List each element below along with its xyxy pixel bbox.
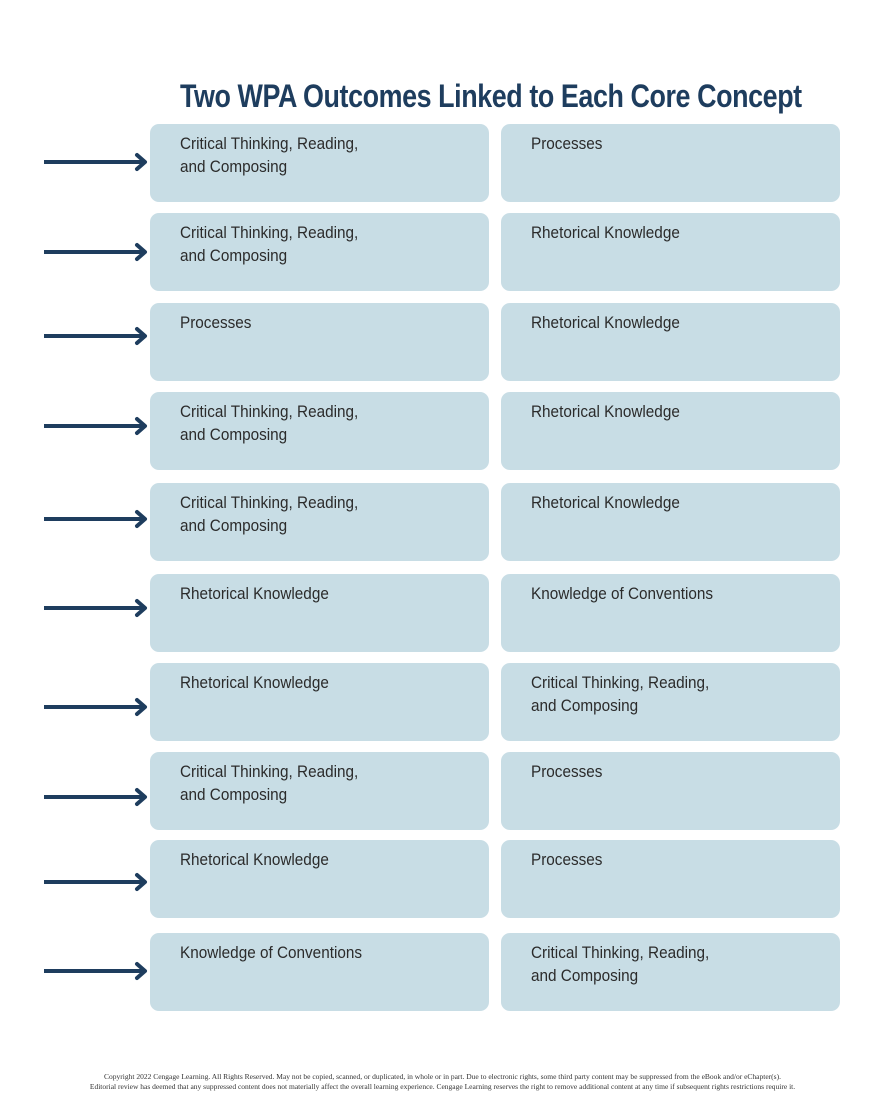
outcome-row: [0, 752, 885, 830]
outcome-label: Critical Thinking, Reading, and Composing: [180, 223, 359, 265]
outcome-label: Rhetorical Knowledge: [531, 402, 680, 421]
arrow-right-icon: [44, 392, 150, 470]
outcome-box-right: [501, 840, 840, 918]
arrow-right-icon: [44, 663, 150, 741]
outcome-label: Knowledge of Conventions: [180, 943, 363, 962]
outcome-row: [0, 483, 885, 561]
copyright-footer: [20, 1072, 865, 1092]
outcome-label: Processes: [531, 134, 603, 153]
arrow-right-icon: [44, 574, 150, 652]
arrow-right-icon: [44, 124, 150, 202]
outcome-label: Critical Thinking, Reading, and Composing: [531, 673, 710, 715]
outcome-row: [0, 213, 885, 291]
outcome-row: [0, 303, 885, 381]
outcome-box-right: [501, 213, 840, 291]
outcome-box-right: [501, 392, 840, 470]
outcome-box-right: [501, 752, 840, 830]
outcome-row: [0, 840, 885, 918]
outcome-label: Rhetorical Knowledge: [180, 673, 329, 692]
outcome-label: Processes: [531, 850, 603, 869]
outcome-label: Processes: [531, 762, 603, 781]
outcome-box-left: [150, 840, 489, 918]
outcome-box-left: [150, 752, 489, 830]
outcome-row: [0, 663, 885, 741]
outcome-label: Critical Thinking, Reading, and Composing: [531, 943, 710, 985]
outcome-box-left: [150, 124, 489, 202]
outcome-box-right: [501, 303, 840, 381]
outcome-label: Rhetorical Knowledge: [531, 223, 680, 242]
outcome-label: Critical Thinking, Reading, and Composing: [180, 493, 359, 535]
outcome-box-left: [150, 303, 489, 381]
outcome-row: [0, 933, 885, 1011]
outcome-box-right: [501, 933, 840, 1011]
outcome-label: Processes: [180, 313, 252, 332]
outcome-box-left: [150, 663, 489, 741]
outcome-label: Knowledge of Conventions: [531, 584, 714, 603]
copyright-line-1: Copyright 2022 Cengage Learning. All Rights Reserved. May not be copied, scanned, or duplicated, in whole or in part. Due to electronic rights, some third party content may be suppressed from the eBook and/or eChapter(s).: [104, 1072, 781, 1081]
page-title: Two WPA Outcomes Linked to Each Core Concept: [180, 78, 802, 114]
arrow-right-icon: [44, 840, 150, 918]
outcome-row: [0, 124, 885, 202]
outcome-box-left: [150, 574, 489, 652]
outcome-row: [0, 574, 885, 652]
outcome-box-left: [150, 933, 489, 1011]
outcome-label: Critical Thinking, Reading, and Composing: [180, 402, 359, 444]
arrow-right-icon: [44, 213, 150, 291]
arrow-right-icon: [44, 752, 150, 830]
outcome-box-left: [150, 213, 489, 291]
outcome-box-left: [150, 392, 489, 470]
arrow-right-icon: [44, 483, 150, 561]
outcome-label: Rhetorical Knowledge: [531, 313, 680, 332]
outcome-label: Critical Thinking, Reading, and Composing: [180, 134, 359, 176]
outcome-box-right: [501, 574, 840, 652]
outcome-label: Critical Thinking, Reading, and Composing: [180, 762, 359, 804]
arrow-right-icon: [44, 933, 150, 1011]
outcome-box-right: [501, 663, 840, 741]
outcome-label: Rhetorical Knowledge: [180, 850, 329, 869]
arrow-right-icon: [44, 303, 150, 381]
outcome-label: Rhetorical Knowledge: [531, 493, 680, 512]
copyright-line-2: Editorial review has deemed that any suppressed content does not materially affect the overall learning experience. Cengage Learning reserves the right to remove additional content at any time if subsequent rights restrictions require it.: [89, 1082, 796, 1091]
outcome-box-left: [150, 483, 489, 561]
outcome-box-right: [501, 483, 840, 561]
outcome-label: Rhetorical Knowledge: [180, 584, 329, 603]
outcome-row: [0, 392, 885, 470]
outcome-box-right: [501, 124, 840, 202]
